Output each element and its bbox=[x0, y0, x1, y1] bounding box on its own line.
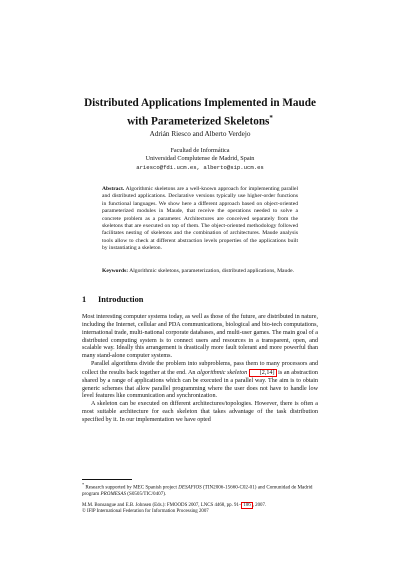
affiliation-univ: Universidad Complutense de Madrid, Spain bbox=[145, 155, 255, 163]
publication-footer bbox=[82, 502, 318, 516]
authors: Adrián Riesco and Alberto Verdejo bbox=[149, 130, 251, 138]
term-algorithmic-skeleton: algorithmic skeleton bbox=[197, 369, 248, 376]
paragraph-3: A skeleton can be executed on different architectures/topologies. However, there is often a most suitable architecture for each skeleton that takes advantage of the task distribution specified by it. In our implementation we have opted bbox=[82, 401, 318, 423]
page-range-link[interactable]: 106 bbox=[243, 503, 251, 508]
footer-citation: M.M. Bonsangue and E.B. Johnsen (Eds.): FMOODS 2007, LNCS 4468, pp. 91– 106 , 2007. bbox=[82, 503, 267, 508]
body-text bbox=[82, 314, 318, 425]
title-footnote-mark: * bbox=[269, 113, 273, 122]
affiliation-dept: Facultad de Informática bbox=[170, 147, 230, 154]
title-line-1: Distributed Applications Implemented in Maude bbox=[84, 97, 316, 109]
paper-title bbox=[40, 96, 360, 129]
paragraph-2: Parallel algorithms divide the problem into subproblems, pass them to many processors and collect the results back together at the end. An algorithmic skeleton [2,14] is an abstraction shared by a range of applications which can be executed in a parallel way. The aim is to obtain generic schemes that allow parallel programming where the user does not have to handle low level features like communication and synchronization. bbox=[82, 361, 318, 400]
footnote-rule bbox=[82, 479, 132, 480]
project-desafios: DESAFIOS bbox=[178, 484, 202, 491]
abstract-text: Algorithmic skeletons are a well-known approach for implementing parallel and distributed applications. Declarative versions typically use higher-order functions in functional languages. We show here a different approach based on object-oriented parameterized modules in Maude, that receive the operations needed to solve a concrete problem as a parameter. Architectures are conceived separately from the skeletons that are executed on top of them. The object-oriented methodology followed facilitates nesting of skeletons and the combination of architectures. Maude analysis tools allow to check at different abstraction levels properties of the applications built by instantiating a skeleton. bbox=[102, 186, 299, 252]
footnote-mark: * bbox=[82, 482, 85, 487]
keywords-text: Algorithmic skeletons, parameterization, distributed applications, Maude. bbox=[129, 268, 295, 274]
keywords bbox=[102, 268, 298, 275]
section-title: Introduction bbox=[98, 295, 144, 304]
section-heading bbox=[82, 295, 143, 304]
abstract-label: Abstract. bbox=[102, 186, 125, 192]
paragraph-1: Most interesting computer systems today, as well as those of the future, are distributed in nature, including the Internet, cellular and PDA communications, biological and bio-tech computations, international trade, multi-national corporate databases, and multi-user games. The main goal of a distributed computing system is to connect users and resources in a transparent, open, and scalable way. Ideally this arrangement is drastically more fault tolerant and more powerful than many stand-alone computer systems. bbox=[82, 314, 318, 360]
affiliation-emails: ariesco@fdi.ucm.es, alberto@sip.ucm.es bbox=[136, 163, 264, 171]
keywords-label: Keywords: bbox=[102, 268, 129, 274]
project-promesas: PROMESAS bbox=[100, 491, 127, 498]
affiliation bbox=[40, 147, 360, 172]
footer-copyright: © IFIP International Federation for Information Processing 2007 bbox=[82, 509, 209, 515]
title-line-2: with Parameterized Skeletons bbox=[127, 115, 270, 128]
section-number: 1 bbox=[82, 295, 87, 304]
citation-link[interactable]: [2,14] bbox=[249, 369, 277, 377]
abstract bbox=[102, 186, 298, 253]
footnote: * Research supported by MEC Spanish project DESAFIOS (TIN2006-15660-C02-01) and Comunidad de Madrid program PROMESAS (S0505/TIC/0407). bbox=[82, 482, 313, 498]
